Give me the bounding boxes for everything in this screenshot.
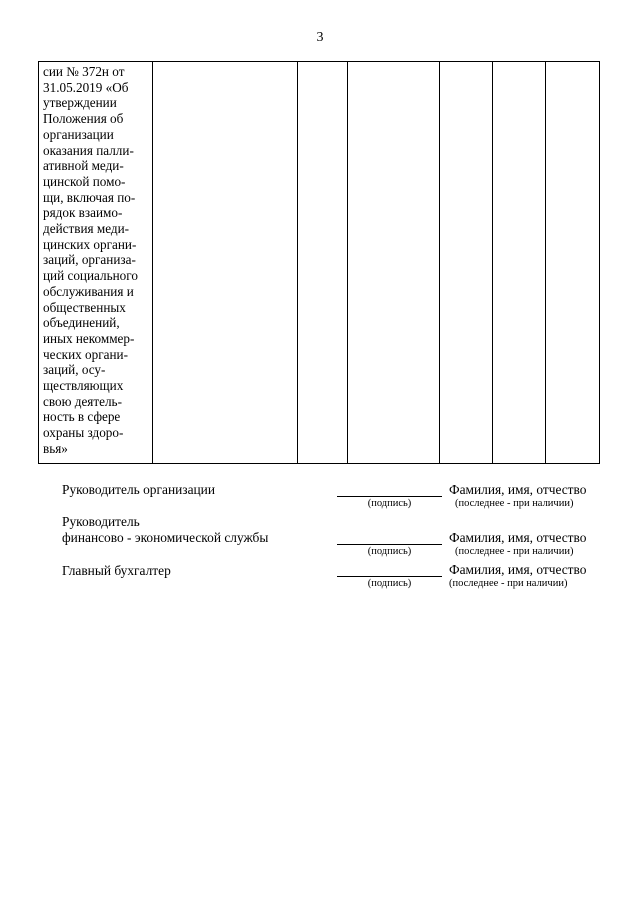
full-name-label: Фамилия, имя, отчество bbox=[449, 562, 587, 577]
signature-line bbox=[337, 496, 442, 497]
full-name-caption: (последнее - при наличии) bbox=[449, 578, 568, 589]
signature-role-label: Главный бухгалтер bbox=[62, 563, 171, 578]
table-row bbox=[39, 62, 600, 464]
full-name-label: Фамилия, имя, отчество bbox=[449, 482, 587, 497]
signature-caption: (подпись) bbox=[367, 498, 412, 509]
report-table bbox=[38, 61, 600, 464]
table-cell bbox=[546, 62, 600, 464]
full-name-caption: (последнее - при наличии) bbox=[455, 498, 574, 509]
table-cell bbox=[348, 62, 440, 464]
page-number: 3 bbox=[316, 30, 324, 45]
table-cell-description bbox=[39, 62, 153, 464]
signature-role-label: Руководитель организации bbox=[62, 482, 216, 497]
table-cell bbox=[493, 62, 546, 464]
signature-role-label: Руководитель финансово - экономической службы bbox=[62, 514, 269, 545]
signature-caption: (подпись) bbox=[367, 578, 412, 589]
cell-text: сии № 372н от 31.05.2019 «Об утверждении Положения об организации оказания палли- ативной меди- цинской помо- щи, включая по- рядок взаимо- действия меди- цинских органи- заций, организа- ций социального обслуживания и общественных объединений, иных некоммер- ческих органи- заций, осу- ществляющих свою деятель- ность в сфере охраны здоро- вья» bbox=[43, 64, 138, 456]
full-name-caption: (последнее - при наличии) bbox=[455, 546, 574, 557]
table-cell bbox=[440, 62, 493, 464]
signature-line bbox=[337, 576, 442, 577]
signature-caption: (подпись) bbox=[367, 546, 412, 557]
table-cell bbox=[153, 62, 298, 464]
full-name-label: Фамилия, имя, отчество bbox=[449, 530, 587, 545]
table-cell bbox=[298, 62, 348, 464]
signature-line bbox=[337, 544, 442, 545]
